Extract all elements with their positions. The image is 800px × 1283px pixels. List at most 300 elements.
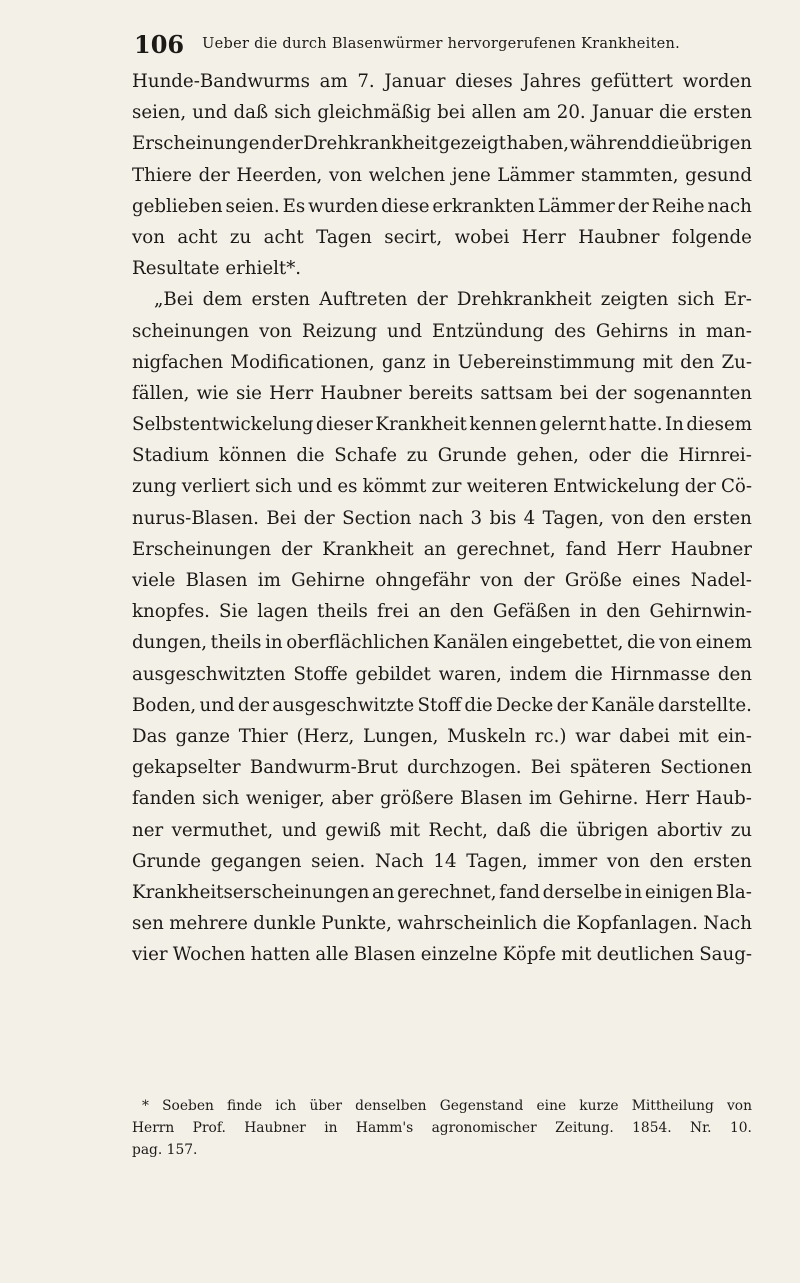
word: verliert (181, 476, 250, 498)
word: mit (561, 944, 592, 966)
word: gewiß (325, 819, 382, 841)
word: sattsam (480, 382, 553, 404)
word: dunkle (253, 913, 316, 935)
word: die (651, 133, 680, 155)
word: allen (471, 102, 517, 124)
word: zeigten (600, 289, 669, 311)
word: diese (381, 195, 430, 217)
word: Bei (266, 507, 297, 529)
word: von (611, 507, 645, 529)
word: an (423, 538, 447, 560)
word: am (522, 102, 551, 124)
word: Hirnrei- (678, 445, 752, 467)
word: eingebettet, (511, 632, 624, 654)
word: worden (682, 71, 752, 92)
word: gleichmäßig (317, 102, 432, 124)
word: übrigen (576, 819, 649, 841)
text-line (132, 378, 752, 409)
paragraph-1 (132, 66, 752, 284)
word: durchzogen. (407, 757, 522, 779)
word: Herr (616, 538, 661, 560)
text-line (132, 160, 752, 191)
word: Punkte, (321, 913, 392, 935)
text-line (132, 815, 752, 846)
word: die (464, 694, 493, 716)
word: indem (509, 663, 567, 685)
word: oder (588, 445, 631, 467)
word: scheinungen (132, 320, 250, 342)
text-line (132, 534, 752, 565)
word: Gehirns (595, 320, 669, 342)
word: gebildet (355, 663, 431, 685)
word: man- (705, 320, 752, 342)
word: war (575, 725, 611, 747)
word: zu (229, 226, 252, 248)
word: der (281, 538, 313, 560)
word: Nach (375, 850, 424, 872)
word: mehrere (169, 913, 248, 935)
word: gelernt (539, 414, 607, 436)
word: Section (342, 507, 412, 529)
word: Kanäle (590, 694, 655, 716)
word: sogenannten (633, 382, 752, 404)
word: Krankheit (375, 414, 467, 436)
word: wurden (308, 195, 379, 217)
word: frei (376, 601, 409, 623)
word: gerechnet, (456, 538, 556, 560)
word: Gehirnwin- (649, 601, 752, 623)
word: Tagen (316, 226, 372, 248)
word: und (386, 320, 423, 342)
word: Sie (219, 601, 249, 623)
text-line (132, 752, 752, 783)
word: Blasen (353, 944, 416, 966)
word: nach (418, 507, 464, 529)
word: ersten (693, 102, 752, 124)
word: 10. (729, 1120, 752, 1136)
word: Lungen, (362, 725, 439, 747)
word: Nadel- (690, 570, 752, 591)
footnote-line (132, 1117, 752, 1139)
word: acht (177, 226, 218, 248)
word: sen (132, 913, 164, 935)
text-line (132, 596, 752, 627)
word: vier (132, 944, 168, 966)
word: an (371, 881, 395, 903)
word: Thier (238, 725, 288, 747)
word: sie (236, 382, 262, 404)
footnote (132, 1095, 752, 1161)
paragraph-2 (132, 284, 752, 970)
text-line (132, 222, 752, 253)
word: fand (499, 881, 541, 903)
word: in (432, 351, 451, 373)
text-line (132, 284, 752, 315)
word: die (640, 445, 669, 467)
footnote-line: pag. 157. (132, 1142, 198, 1158)
text-line (132, 908, 752, 939)
word: Januar (384, 71, 446, 92)
word: Herr (645, 788, 690, 810)
word: der (595, 382, 627, 404)
word: den (680, 351, 715, 373)
word: Drehkrankheit (303, 133, 438, 155)
word: dabei (618, 725, 670, 747)
word: knopfes. (132, 601, 210, 623)
word: von (329, 164, 362, 186)
word: gekapselter (132, 757, 241, 779)
word: und (199, 694, 235, 716)
word: oberflächlichen (286, 632, 430, 654)
word: jene (451, 164, 491, 186)
word: Prof. (192, 1120, 226, 1136)
word: fanden (132, 788, 196, 810)
word: immer (537, 850, 598, 872)
word: Decke (495, 694, 554, 716)
word: an (418, 601, 441, 623)
word: vermuthet, (171, 819, 274, 841)
word: daß (496, 819, 532, 841)
word: folgende (671, 226, 752, 248)
word: Boden, (132, 694, 197, 716)
word: Tagen, (542, 507, 605, 529)
word: dungen, (132, 632, 207, 654)
word: Saug- (699, 944, 752, 966)
word: den (449, 601, 484, 623)
word: Haubner (320, 382, 402, 404)
word: der (271, 133, 303, 155)
text-line: Resultate erhielt*. (132, 258, 302, 280)
word: des (554, 320, 586, 342)
word: haben, (506, 133, 570, 155)
word: zu (730, 819, 752, 841)
word: bei (559, 382, 588, 404)
word: von (480, 570, 514, 591)
word: Köpfe (502, 944, 556, 966)
text-line (132, 659, 752, 690)
word: wie (196, 382, 229, 404)
word: am (319, 71, 348, 92)
word: deutlichen (596, 944, 695, 966)
word: Wochen (172, 944, 246, 966)
word: Gefäßen (493, 601, 571, 623)
word: im (257, 570, 281, 591)
word: die (296, 445, 325, 467)
word: 3 (470, 507, 483, 529)
word: geblieben (132, 195, 223, 217)
word: aber (331, 788, 374, 810)
word: Herr (269, 382, 314, 404)
word: Bandwurm-Brut (249, 757, 398, 779)
word: Nr. (690, 1120, 712, 1136)
word: in (579, 601, 598, 623)
text-line (132, 409, 752, 440)
text-line (132, 97, 752, 128)
word: Sectionen (660, 757, 752, 779)
word: alle (315, 944, 349, 966)
word: von (259, 320, 293, 342)
word: kennen (469, 414, 538, 436)
word: von (659, 632, 692, 654)
word: hatten (250, 944, 311, 966)
word: 1854. (632, 1120, 672, 1136)
word: Reizung (302, 320, 377, 342)
word: Krankheit (322, 538, 414, 560)
word: von (606, 850, 640, 872)
word: daß (233, 102, 269, 124)
word: Zu- (721, 351, 752, 373)
word: Kanälen (432, 632, 509, 654)
word: eines (632, 570, 681, 591)
word: diesem (686, 414, 752, 436)
word: Bla- (715, 881, 752, 903)
word: übrigen (679, 133, 752, 155)
word: dieser (315, 414, 373, 436)
word: in (265, 632, 283, 654)
word: Modificationen, (230, 351, 375, 373)
word: zung (132, 476, 177, 498)
word: Kopfanlagen. (576, 913, 698, 935)
word: 7. (357, 71, 375, 92)
word: ersten (693, 850, 752, 872)
word: Haub- (695, 788, 752, 810)
word: die (627, 632, 656, 654)
word: der (523, 570, 555, 591)
word: bis (489, 507, 517, 529)
word: von (132, 226, 165, 248)
word: zur (431, 476, 462, 498)
word: wobei (454, 226, 510, 248)
word: sich (202, 788, 240, 810)
word: Muskeln (447, 725, 527, 747)
word: und (281, 819, 317, 841)
word: 14 (433, 850, 457, 872)
word: im (528, 788, 552, 810)
word: gezeigt (438, 133, 507, 155)
word: seien, (132, 102, 187, 124)
word: Soeben (162, 1098, 214, 1114)
word: bereits (408, 382, 474, 404)
word: 4 (523, 507, 536, 529)
word: ganze (175, 725, 230, 747)
word: den (717, 663, 752, 685)
word: Haubner (670, 538, 752, 560)
word: der (303, 507, 335, 529)
word: Januar (591, 102, 653, 124)
word: den (649, 850, 684, 872)
running-title: Ueber die durch Blasenwürmer hervorgerufenen Krankheiten. (202, 36, 681, 52)
text-line (132, 846, 752, 877)
word: Herrn (132, 1120, 175, 1136)
text-line (132, 503, 752, 534)
word: Nach (703, 913, 752, 935)
word: kömmt (362, 476, 427, 498)
word: Haubner (244, 1120, 306, 1136)
text-line (132, 316, 752, 347)
word: Gehirne. (558, 788, 639, 810)
word: ausgeschwitzte (272, 694, 415, 716)
word: theils (317, 601, 368, 623)
word: Uebereinstimmung (457, 351, 636, 373)
word: Gehirne (291, 570, 366, 591)
word: mit (642, 351, 673, 373)
word: Grunde (132, 850, 202, 872)
word: Stadium (132, 445, 210, 467)
word: Blasen (185, 570, 248, 591)
word: Cö- (720, 476, 752, 498)
word: der (237, 694, 269, 716)
word: gegangen (210, 850, 302, 872)
word: nurus-Blasen. (132, 507, 259, 529)
word: Lämmer (497, 164, 575, 186)
word: Gegenstand (439, 1098, 524, 1114)
word: Lämmer (537, 195, 615, 217)
word: derselbe (542, 881, 623, 903)
word: wahrscheinlich (397, 913, 538, 935)
word: einem (695, 632, 752, 654)
text-line (132, 471, 752, 502)
word: secirt, (384, 226, 443, 248)
word: gesund (685, 164, 752, 186)
word: „Bei (154, 289, 194, 311)
text-line (132, 66, 752, 97)
word: ohngefähr (375, 570, 471, 591)
word: Bei (530, 757, 561, 779)
word: ein- (717, 725, 752, 747)
word: die (539, 819, 568, 841)
word: der (684, 476, 716, 498)
word: 20. (556, 102, 586, 124)
word: kurze (579, 1098, 619, 1114)
word: den (606, 601, 641, 623)
word: Erscheinungen (132, 538, 272, 560)
text-line (132, 783, 752, 814)
word: Heerden, (236, 164, 323, 186)
word: Stoff (417, 694, 462, 716)
text-line (132, 191, 752, 222)
word: lagen (257, 601, 308, 623)
word: zu (406, 445, 429, 467)
word: gefüttert (590, 71, 673, 92)
word: stammten, (580, 164, 679, 186)
page-number: 106 (134, 29, 185, 59)
word: weniger, (245, 788, 325, 810)
word: fällen, (132, 382, 190, 404)
word: ersten (693, 507, 752, 529)
word: können (218, 445, 287, 467)
word: der (617, 195, 649, 217)
word: sich (677, 289, 715, 311)
word: Haubner (578, 226, 660, 248)
word: ich (275, 1098, 297, 1114)
word: waren, (438, 663, 502, 685)
word: die (574, 663, 603, 685)
word: Zeitung. (555, 1120, 614, 1136)
word: Grunde (437, 445, 507, 467)
word: Thiere (132, 164, 192, 186)
word: und (297, 476, 333, 498)
word: Es (282, 195, 306, 217)
word: seien. (311, 850, 366, 872)
word: späteren (569, 757, 652, 779)
word: nigfachen (132, 351, 224, 373)
word: denselben (355, 1098, 427, 1114)
word: Das (132, 725, 167, 747)
word: Herr (521, 226, 566, 248)
word: während (569, 133, 651, 155)
word: Größe (564, 570, 622, 591)
word: Tagen, (466, 850, 528, 872)
text-line (132, 690, 752, 721)
word: rc.) (534, 725, 567, 747)
word: in (678, 320, 696, 342)
word: ausgeschwitzten (132, 663, 286, 685)
word: seien. (225, 195, 280, 217)
word: Drehkrankheit (456, 289, 592, 311)
word: Er- (723, 289, 752, 311)
footnote-line (132, 1095, 752, 1117)
word: Hamm's (355, 1120, 414, 1136)
word: Reihe (651, 195, 705, 217)
word: finde (227, 1098, 263, 1114)
word: Mittheilung (631, 1098, 714, 1114)
word: Schafe (334, 445, 397, 467)
body-text (132, 66, 752, 970)
word: der (416, 289, 448, 311)
text-line (132, 565, 752, 596)
word: Krankheitserscheinungen (132, 881, 370, 903)
word: gerechnet, (397, 881, 497, 903)
word: Blasen (460, 788, 523, 810)
word: die (542, 913, 571, 935)
word: dieses (455, 71, 513, 92)
word: einzelne (420, 944, 498, 966)
word: Erscheinungen (132, 133, 272, 155)
word: größere (379, 788, 454, 810)
word: von (727, 1098, 752, 1114)
word: der (198, 164, 230, 186)
word: Jahres (522, 71, 582, 92)
word: darstellte. (657, 694, 752, 716)
text-line (132, 721, 752, 752)
word: ganz (381, 351, 426, 373)
word: ersten (251, 289, 311, 311)
word: fand (565, 538, 607, 560)
word: acht (263, 226, 304, 248)
word: Entzündung (432, 320, 545, 342)
word: abortiv (656, 819, 723, 841)
text-line (132, 440, 752, 471)
word: Selbstentwickelung (132, 414, 314, 436)
word: der (556, 694, 588, 716)
word: eine (536, 1098, 567, 1114)
word: und (192, 102, 228, 124)
word: Hirnmasse (610, 663, 711, 685)
word: mit (389, 819, 421, 841)
word: Recht, (428, 819, 488, 841)
word: weiteren (466, 476, 548, 498)
word: sich (274, 102, 312, 124)
text-line (132, 128, 752, 159)
text-line (132, 939, 752, 970)
word: theils (210, 632, 262, 654)
text-line (132, 877, 752, 908)
word: mit (678, 725, 709, 747)
word: über (309, 1098, 342, 1114)
word: * (142, 1098, 149, 1114)
word: Auftreten (319, 289, 408, 311)
word: in (624, 881, 643, 903)
